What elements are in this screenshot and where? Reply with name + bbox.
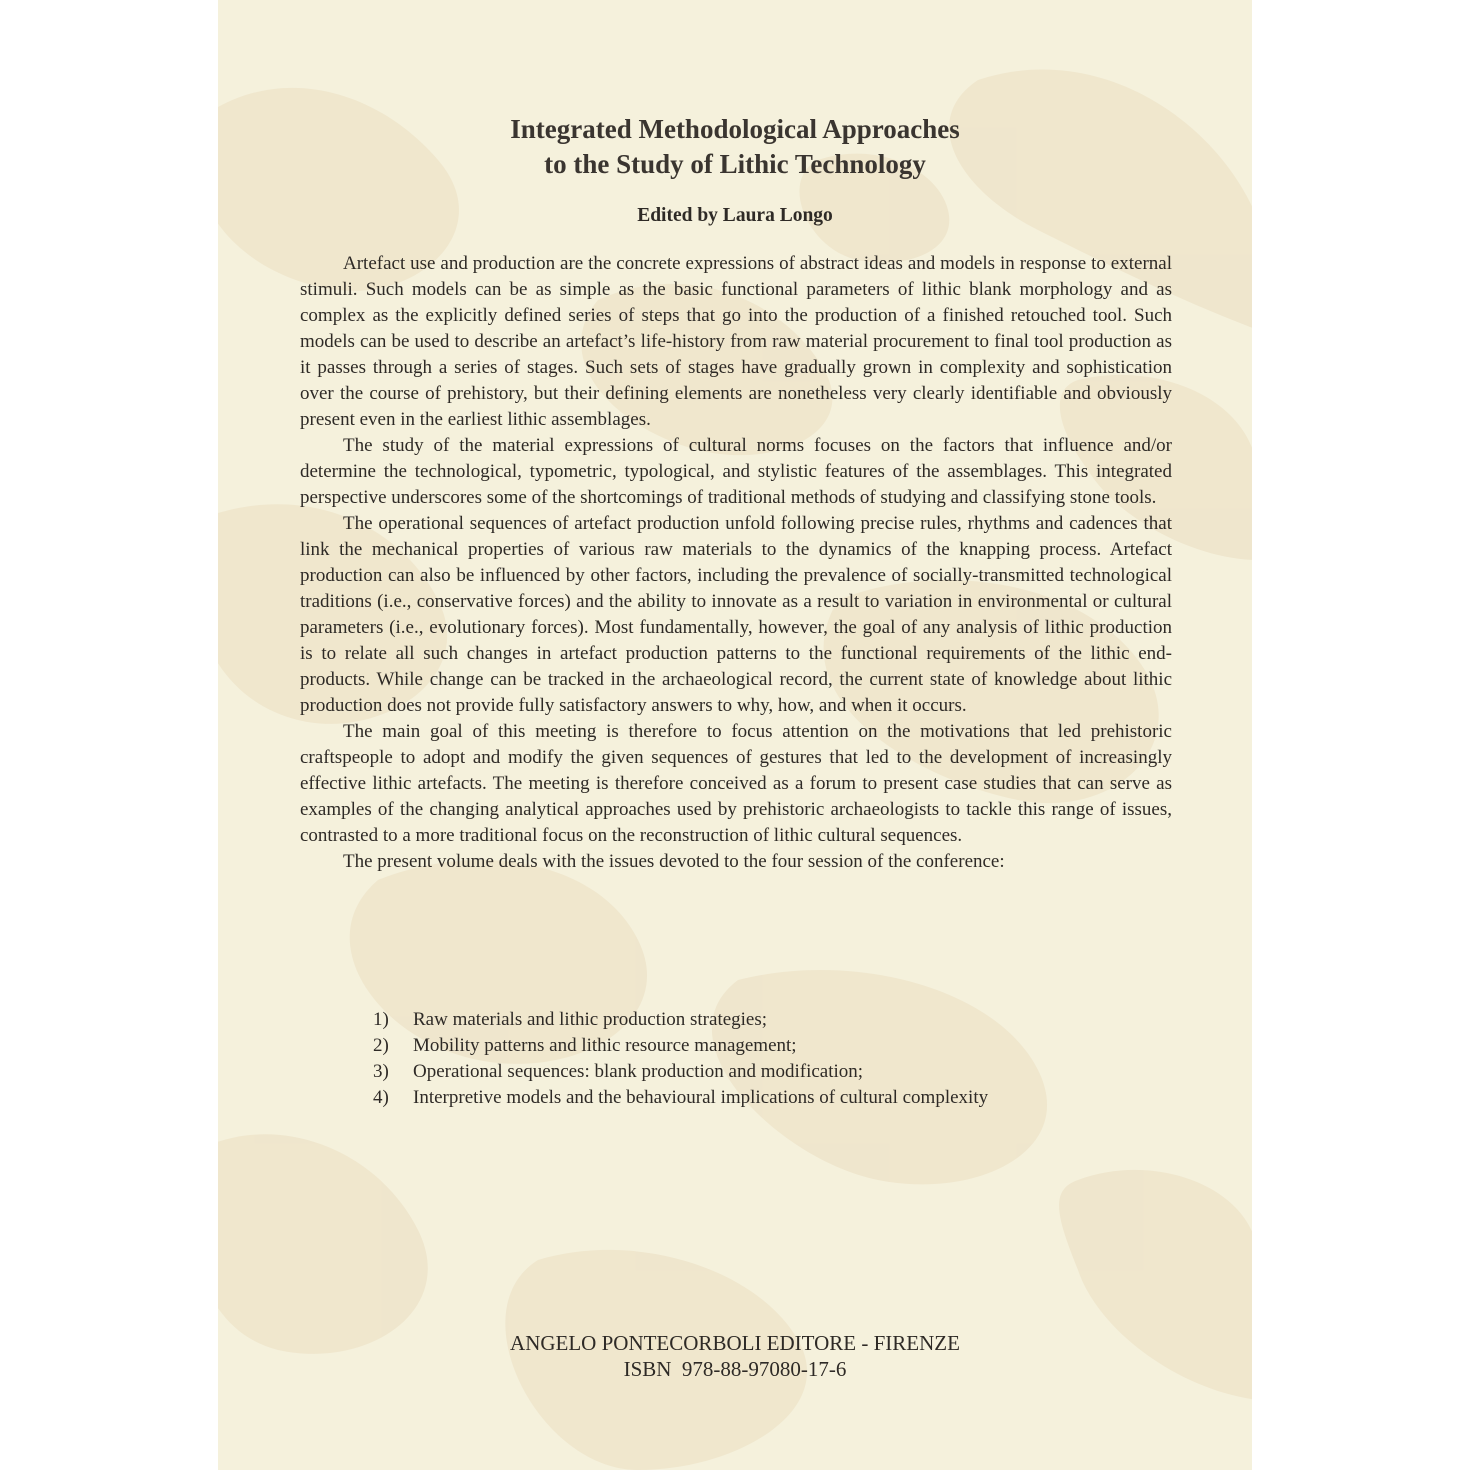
back-cover xyxy=(218,0,1252,1470)
session-title: Mobility patterns and lithic resource management; xyxy=(413,1035,797,1056)
publisher-name: ANGELO PONTECORBOLI EDITORE - FIRENZE xyxy=(510,1331,960,1355)
session-title: Interpretive models and the behavioural implications of cultural complexity xyxy=(413,1087,989,1108)
blurb-paragraph-5: The present volume deals with the issues devoted to the four session of the conference: xyxy=(343,851,1005,872)
session-number: 4) xyxy=(373,1087,389,1108)
title-line-1: Integrated Methodological Approaches xyxy=(510,114,960,144)
cover-content xyxy=(218,0,1252,1470)
session-title: Raw materials and lithic production strategies; xyxy=(413,1009,768,1030)
session-number: 2) xyxy=(373,1035,389,1056)
session-number: 1) xyxy=(373,1009,389,1030)
blurb-text xyxy=(300,251,1172,875)
session-title: Operational sequences: blank production and modification; xyxy=(413,1061,864,1082)
title-line-2: to the Study of Lithic Technology xyxy=(544,149,926,179)
session-number: 3) xyxy=(373,1061,389,1082)
blurb-paragraph-1: Artefact use and production are the concrete expressions of abstract ideas and models in response to external stimuli. Such models can be as simple as the basic functional parameters of lithic blank morphology and as complex as the explicitly defined series of steps that go into the production of a finished retouched tool. Such models can be used to describe an artefact’s life-history from raw material procurement to final tool production as it passes through a series of stages. Such sets of stages have gradually grown in complexity and sophistication over the course of prehistory, but their defining elements are nonetheless very clearly identifiable and obviously present even in the earliest lithic assemblages. xyxy=(300,253,1172,430)
publisher-block xyxy=(218,1330,1252,1382)
session-list-item xyxy=(373,1033,1133,1059)
blurb-paragraph-4: The main goal of this meeting is therefore to focus attention on the motivations that led prehistoric craftspeople to adopt and modify the given sequences of gestures that led to the development of increasingly effective lithic artefacts. The meeting is therefore conceived as a forum to present case studies that can serve as examples of the changing analytical approaches used by prehistoric archaeologists to tackle this range of issues, contrasted to a more traditional focus on the reconstruction of lithic cultural sequences. xyxy=(300,721,1172,846)
isbn: ISBN 978-88-97080-17-6 xyxy=(623,1357,847,1381)
session-list xyxy=(373,1007,1133,1111)
session-list-item xyxy=(373,1059,1133,1085)
blurb-paragraph-2: The study of the material expressions of cultural norms focuses on the factors that influence and/or determine the technological, typometric, typological, and stylistic features of the assemblages. This integrated perspective underscores some of the shortcomings of traditional methods of studying and classifying stone tools. xyxy=(300,435,1172,508)
session-list-item xyxy=(373,1085,1133,1111)
book-title xyxy=(218,112,1252,182)
session-list-item xyxy=(373,1007,1133,1033)
blurb-paragraph-3: The operational sequences of artefact production unfold following precise rules, rhythms and cadences that link the mechanical properties of various raw materials to the dynamics of the knapping process. Artefact production can also be influenced by other factors, including the prevalence of socially-transmitted technological traditions (i.e., conservative forces) and the ability to innovate as a result to variation in environmental or cultural parameters (i.e., evolutionary forces). Most fundamentally, however, the goal of any analysis of lithic production is to relate all such changes in artefact production patterns to the functional requirements of the lithic end-products. While change can be tracked in the archaeological record, the current state of knowledge about lithic production does not provide fully satisfactory answers to why, how, and when it occurs. xyxy=(300,513,1172,716)
editor-credit: Edited by Laura Longo xyxy=(637,205,833,226)
